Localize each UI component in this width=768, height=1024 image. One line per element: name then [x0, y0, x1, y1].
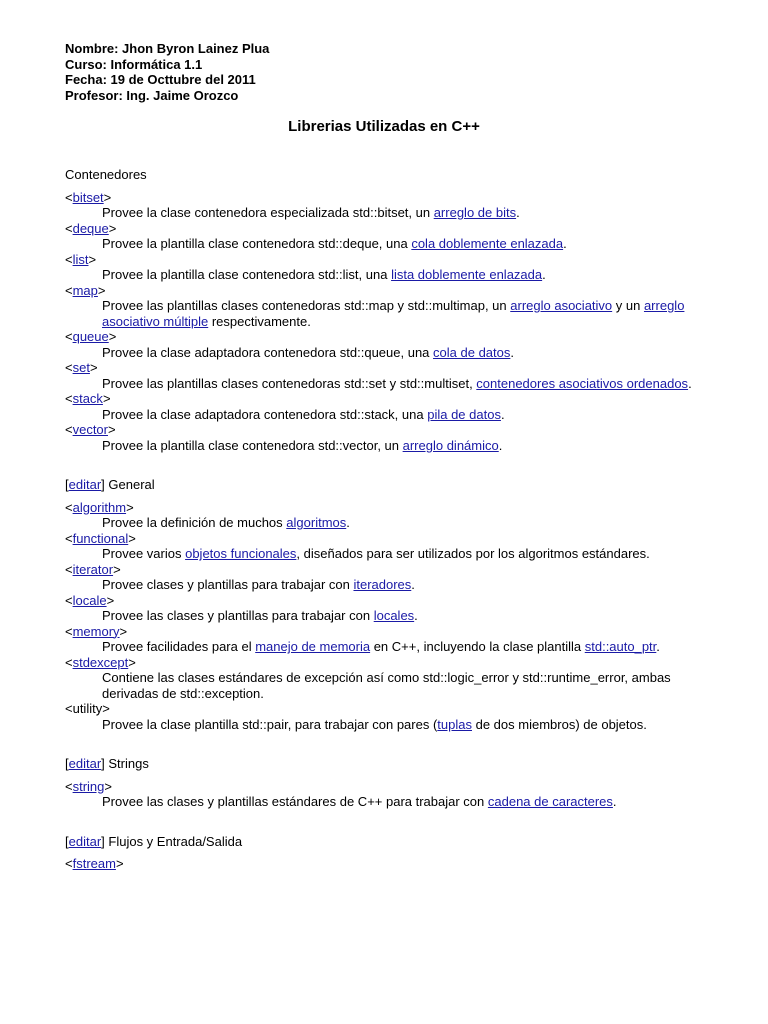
- library-header: <stack>: [65, 391, 111, 406]
- library-entry: [65, 655, 705, 702]
- description-link[interactable]: arreglo dinámico: [402, 437, 499, 453]
- description-link[interactable]: cadena de caracteres: [487, 794, 613, 809]
- library-header: <queue>: [65, 329, 117, 344]
- description-link[interactable]: algoritmos: [286, 515, 347, 530]
- description-link[interactable]: pila de datos: [427, 406, 501, 422]
- description-text: Provee la definición de muchos: [102, 515, 287, 530]
- description-link[interactable]: contenedores asociativos ordenados: [476, 375, 689, 391]
- library-link-memory[interactable]: memory: [72, 623, 120, 639]
- description-text: Provee las clases y plantillas estándares de C++ para trabajar con: [102, 794, 488, 809]
- library-description: [65, 717, 705, 733]
- library-list: [65, 167, 705, 896]
- library-entry: [65, 701, 705, 732]
- description-text: en C++, incluyendo la clase plantilla: [370, 639, 585, 654]
- edit-link[interactable]: editar: [68, 756, 102, 771]
- library-description: [65, 670, 705, 701]
- library-entry: [65, 779, 705, 810]
- library-name-utility: utility: [72, 701, 103, 716]
- section-heading: [editar] Strings: [65, 756, 149, 771]
- description-text: Provee la clase contenedora especializada std::bitset, un: [102, 205, 434, 220]
- library-header: <memory>: [65, 623, 128, 639]
- library-description: [65, 438, 705, 454]
- description-text: .: [563, 236, 567, 251]
- description-text: Provee la clase adaptadora contenedora std::queue, una: [102, 344, 434, 360]
- library-entry: [65, 190, 705, 221]
- library-link-functional[interactable]: functional: [72, 530, 129, 546]
- description-text: .: [500, 406, 505, 422]
- document-header: [65, 41, 269, 103]
- section-title: Contenedores: [65, 167, 147, 182]
- section-title: Flujos y Entrada/Salida: [108, 833, 243, 849]
- description-text: Contiene las clases estándares de excepción así como std::logic_error y std::runtime_error, ambas derivadas de std::exception.: [102, 670, 671, 701]
- library-header: <deque>: [65, 220, 117, 236]
- library-entry: [65, 562, 705, 593]
- library-link-map[interactable]: map: [72, 282, 98, 298]
- library-link-stdexcept[interactable]: stdexcept: [72, 654, 129, 670]
- library-header: <list>: [65, 251, 97, 267]
- description-text: Provee varios: [102, 546, 186, 561]
- description-text: de dos miembros) de objetos.: [472, 716, 647, 732]
- description-text: respectivamente.: [208, 313, 311, 329]
- description-text: .: [612, 794, 617, 809]
- library-entry: [65, 221, 705, 252]
- library-description: [65, 794, 705, 810]
- description-text: .: [346, 515, 350, 530]
- library-description: [65, 407, 705, 423]
- description-text: .: [542, 267, 546, 282]
- library-link-iterator[interactable]: iterator: [72, 561, 114, 577]
- description-link[interactable]: objetos funcionales: [185, 546, 297, 561]
- description-text: .: [656, 639, 660, 654]
- library-description: [65, 267, 705, 283]
- description-text: .: [688, 375, 692, 391]
- description-text: Provee la plantilla clase contenedora std::vector, un: [102, 437, 403, 453]
- description-link[interactable]: lista doblemente enlazada: [391, 267, 543, 282]
- library-description: [65, 577, 705, 593]
- library-link-vector[interactable]: vector: [72, 422, 108, 437]
- description-text: Provee las plantillas clases contenedoras std::map y std::multimap, un: [102, 298, 511, 313]
- professor: Profesor: Ing. Jaime Orozco: [65, 87, 239, 103]
- description-link[interactable]: cola de datos: [433, 344, 511, 360]
- library-link-queue[interactable]: queue: [72, 329, 109, 344]
- description-text: Provee las clases y plantillas para trabajar con: [102, 608, 374, 623]
- description-link[interactable]: iteradores: [353, 577, 412, 592]
- library-header: <iterator>: [65, 561, 121, 577]
- library-entry: [65, 422, 705, 453]
- description-text: .: [510, 344, 514, 360]
- section: [65, 834, 705, 872]
- library-entry: [65, 624, 705, 655]
- library-description: [65, 205, 705, 221]
- author-name: Nombre: Jhon Byron Lainez Plua: [65, 41, 270, 56]
- library-description: [65, 546, 705, 562]
- edit-link[interactable]: editar: [68, 833, 102, 849]
- description-text: Provee la clase plantilla std::pair, para trabajar con pares (: [102, 716, 438, 732]
- description-text: Provee facilidades para el: [102, 639, 256, 654]
- library-entry: [65, 360, 705, 391]
- library-link-bitset[interactable]: bitset: [72, 189, 104, 205]
- description-text: Provee la plantilla clase contenedora std::deque, una: [102, 236, 412, 251]
- library-description: [65, 639, 705, 655]
- library-header: <vector>: [65, 422, 116, 437]
- section-heading: [65, 167, 705, 183]
- description-text: .: [516, 205, 520, 220]
- description-link[interactable]: cola doblemente enlazada: [411, 236, 564, 251]
- description-link[interactable]: arreglo asociativo: [510, 298, 613, 313]
- library-link-list[interactable]: list: [72, 251, 89, 267]
- description-link[interactable]: tuplas: [437, 716, 472, 732]
- library-header: <string>: [65, 778, 112, 794]
- library-description: [65, 515, 705, 531]
- section: [65, 167, 705, 453]
- description-text: .: [414, 608, 418, 623]
- library-description: [65, 608, 705, 624]
- section: [65, 756, 705, 810]
- library-link-locale[interactable]: locale: [72, 592, 107, 608]
- description-link[interactable]: std::auto_ptr: [584, 639, 657, 654]
- library-description: [65, 345, 705, 361]
- library-header: <utility>: [65, 701, 110, 716]
- section-title: General: [108, 477, 155, 492]
- library-entry: [65, 500, 705, 531]
- description-text: .: [498, 437, 503, 453]
- edit-link[interactable]: editar: [68, 477, 102, 492]
- document-title: Librerias Utilizadas en C++: [288, 118, 480, 135]
- library-entry: [65, 283, 705, 330]
- course: Curso: Informática 1.1: [65, 56, 203, 72]
- library-entry: [65, 593, 705, 624]
- library-entry: [65, 391, 705, 422]
- library-description: [65, 376, 705, 392]
- library-link-set[interactable]: set: [72, 360, 90, 375]
- library-header: <stdexcept>: [65, 654, 136, 670]
- description-text: Provee la clase adaptadora contenedora std::stack, una: [102, 406, 428, 422]
- library-link-fstream[interactable]: fstream: [72, 856, 116, 871]
- description-text: y un: [612, 298, 644, 313]
- library-header: <map>: [65, 282, 106, 298]
- date: Fecha: 19 de Octtubre del 2011: [65, 72, 256, 87]
- description-text: , diseñados para ser utilizados por los algoritmos estándares.: [296, 546, 650, 561]
- library-header: <fstream>: [65, 856, 124, 871]
- library-link-string[interactable]: string: [72, 778, 105, 794]
- section: [65, 477, 705, 732]
- section-heading: [editar] Flujos y Entrada/Salida: [65, 833, 243, 849]
- section-heading: [editar] General: [65, 477, 155, 492]
- description-text: Provee las plantillas clases contenedoras std::set y std::multiset,: [102, 375, 477, 391]
- library-link-algorithm[interactable]: algorithm: [72, 499, 127, 515]
- library-entry: [65, 856, 705, 872]
- description-link[interactable]: arreglo asociativo múltiple: [102, 298, 685, 329]
- description-text: .: [411, 577, 415, 592]
- library-entry: [65, 531, 705, 562]
- description-link[interactable]: locales: [373, 608, 415, 623]
- library-description: [65, 236, 705, 252]
- description-text: Provee la plantilla clase contenedora std::list, una: [102, 267, 392, 282]
- library-link-stack[interactable]: stack: [72, 391, 103, 406]
- description-link[interactable]: manejo de memoria: [255, 639, 371, 654]
- library-entry: [65, 252, 705, 283]
- library-header: <algorithm>: [65, 499, 134, 515]
- description-text: Provee clases y plantillas para trabajar con: [102, 577, 354, 592]
- library-header: <locale>: [65, 592, 115, 608]
- description-link[interactable]: arreglo de bits: [433, 205, 517, 220]
- library-header: <set>: [65, 360, 98, 375]
- library-description: [65, 298, 705, 329]
- library-entry: [65, 329, 705, 360]
- library-link-deque[interactable]: deque: [72, 220, 109, 236]
- section-title: Strings: [108, 756, 149, 771]
- library-header: <bitset>: [65, 189, 112, 205]
- library-header: <functional>: [65, 530, 136, 546]
